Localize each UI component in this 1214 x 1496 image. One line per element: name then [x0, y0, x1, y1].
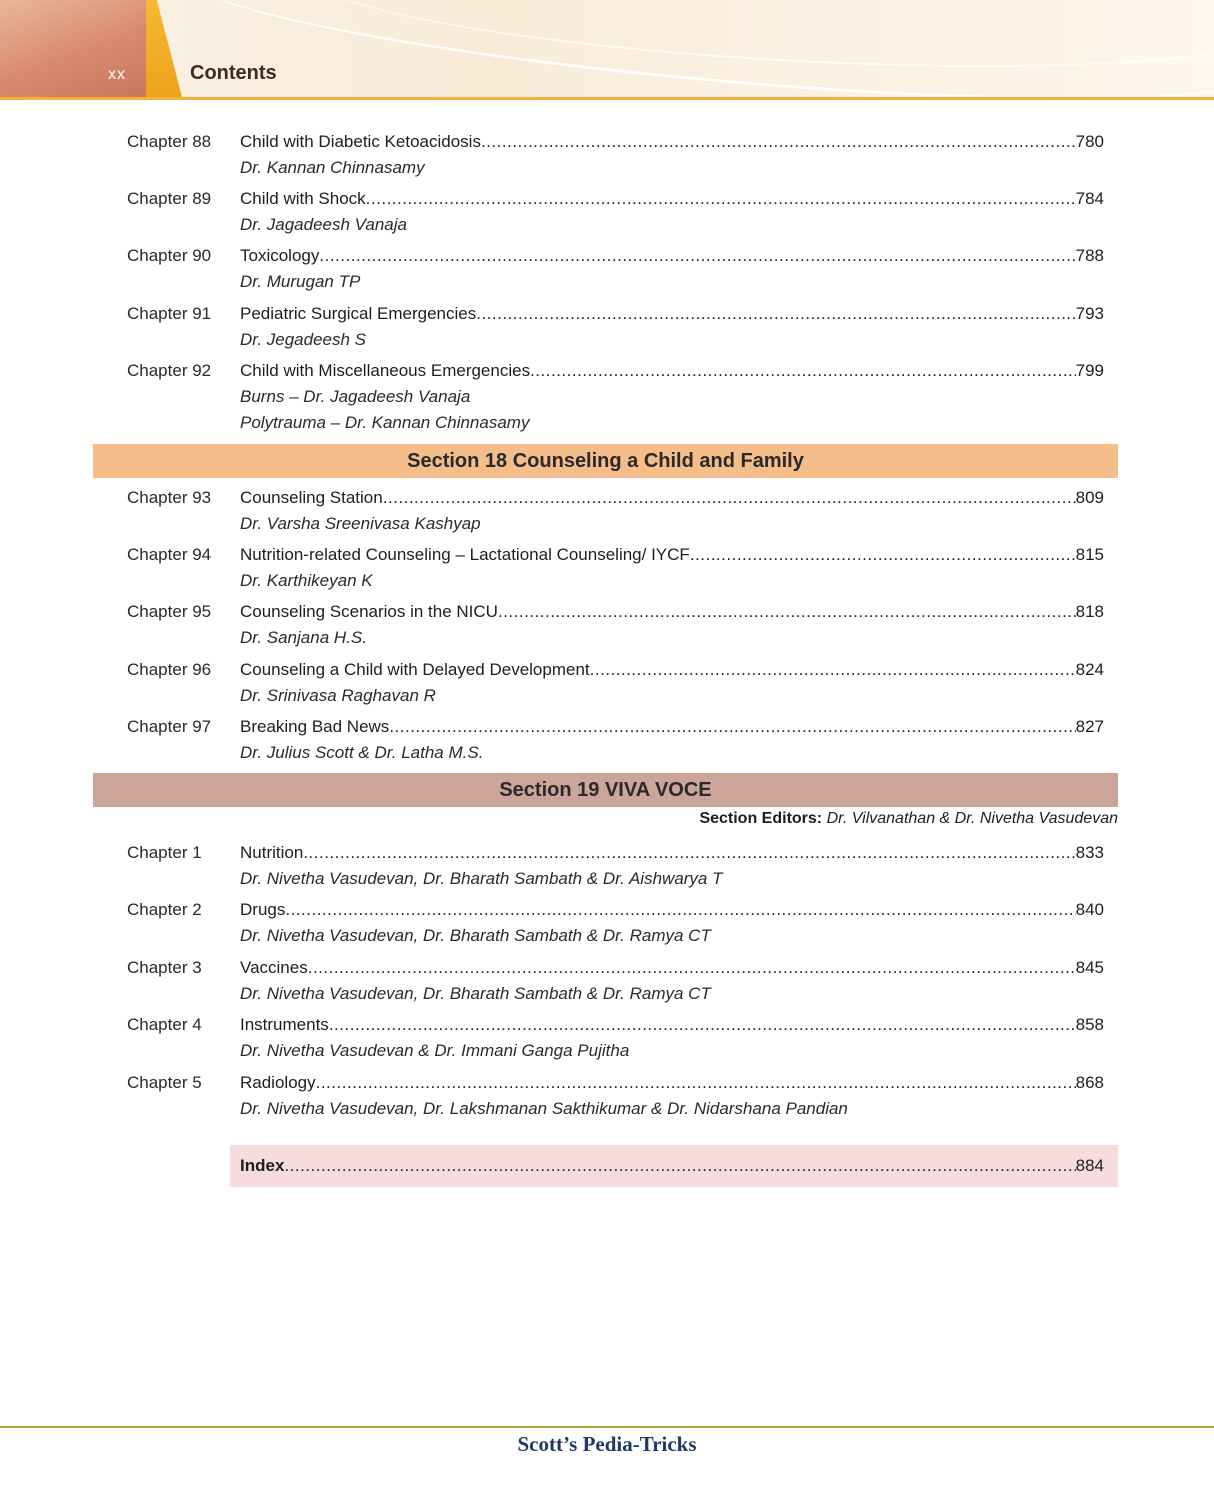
section-18-heading[interactable]: Section 18 Counseling a Child and Family [93, 444, 1118, 478]
page-header [0, 0, 1214, 100]
page-ref[interactable]: 784 [1075, 189, 1104, 208]
chapter-author: Dr. Jagadeesh Vanaja [240, 215, 407, 234]
leader-dots [481, 131, 1076, 153]
chapter-title[interactable]: Child with Miscellaneous Emergencies [240, 361, 531, 380]
page-ref[interactable]: 824 [1075, 660, 1104, 679]
leader-dots [590, 659, 1076, 681]
leader-dots [690, 544, 1076, 566]
page-ref[interactable]: 818 [1075, 602, 1104, 621]
chapter-number: Chapter 88 [127, 132, 212, 151]
chapter-number: Chapter 97 [127, 717, 212, 736]
chapter-title[interactable]: Child with Diabetic Ketoacidosis [240, 132, 481, 151]
leader-dots [308, 957, 1076, 979]
chapter-author: Dr. Varsha Sreenivasa Kashyap [240, 514, 481, 533]
chapter-author: Dr. Sanjana H.S. [240, 628, 367, 647]
chapter-number: Chapter 96 [127, 660, 212, 679]
page-ref[interactable]: 780 [1075, 132, 1104, 151]
chapter-author: Dr. Julius Scott & Dr. Latha M.S. [240, 743, 484, 762]
chapter-title[interactable]: Nutrition-related Counseling – Lactational Counseling/ IYCF [240, 545, 690, 564]
running-title: Contents [190, 62, 277, 84]
chapter-author: Dr. Karthikeyan K [240, 571, 373, 590]
chapter-title[interactable]: Counseling Station [240, 488, 383, 507]
leader-dots [383, 487, 1076, 509]
chapter-title[interactable]: Toxicology [240, 246, 320, 265]
chapter-author: Dr. Nivetha Vasudevan, Dr. Lakshmanan Sakthikumar & Dr. Nidarshana Pandian [240, 1099, 848, 1118]
page-ref[interactable]: 799 [1075, 361, 1104, 380]
page-ref[interactable]: 793 [1075, 304, 1104, 323]
leader-dots [303, 842, 1075, 864]
index-label[interactable]: Index [240, 1156, 285, 1175]
chapter-number: Chapter 92 [127, 361, 212, 380]
chapter-number: Chapter 2 [127, 900, 202, 919]
chapter-title[interactable]: Counseling Scenarios in the NICU [240, 602, 498, 621]
chapter-author: Dr. Jegadeesh S [240, 330, 366, 349]
page-ref[interactable]: 827 [1075, 717, 1104, 736]
page-ref[interactable]: 833 [1075, 843, 1104, 862]
page-ref[interactable]: 809 [1075, 488, 1104, 507]
section-19-heading[interactable]: Section 19 VIVA VOCE [93, 773, 1118, 807]
chapter-number: Chapter 3 [127, 958, 202, 977]
footer-rule [0, 1426, 1214, 1428]
header-rule [0, 97, 1214, 100]
section-editors-names: Dr. Vilvanathan & Dr. Nivetha Vasudevan [826, 810, 1118, 827]
leader-dots [366, 188, 1076, 210]
leader-dots [476, 303, 1075, 325]
book-title: Scott’s Pedia-Tricks [517, 1432, 697, 1456]
chapter-title[interactable]: Nutrition [240, 843, 304, 862]
chapter-number: Chapter 4 [127, 1015, 202, 1034]
page-ref[interactable]: 788 [1075, 246, 1104, 265]
leader-dots [285, 899, 1075, 921]
leader-dots [319, 245, 1075, 267]
page-ref[interactable]: 815 [1075, 545, 1104, 564]
section-editors-label: Section Editors: [699, 810, 823, 827]
chapter-number: Chapter 89 [127, 189, 212, 208]
leader-dots [284, 1155, 1075, 1177]
index-entry[interactable] [230, 1145, 1118, 1187]
page-ref[interactable]: 858 [1075, 1015, 1104, 1034]
section-editors [699, 810, 1118, 828]
leader-dots [498, 601, 1076, 623]
chapter-author: Dr. Nivetha Vasudevan & Dr. Immani Ganga Pujitha [240, 1041, 630, 1060]
leader-dots [329, 1014, 1076, 1036]
chapter-number: Chapter 5 [127, 1073, 202, 1092]
chapter-author: Burns – Dr. Jagadeesh Vanaja [240, 387, 471, 406]
chapter-title[interactable]: Vaccines [240, 958, 308, 977]
page-number: xx [108, 66, 126, 83]
chapter-author: Dr. Srinivasa Raghavan R [240, 686, 436, 705]
page-ref[interactable]: 884 [1075, 1156, 1104, 1175]
chapter-author: Dr. Kannan Chinnasamy [240, 158, 425, 177]
chapter-title[interactable]: Child with Shock [240, 189, 366, 208]
chapter-author: Dr. Murugan TP [240, 272, 361, 291]
chapter-title[interactable]: Radiology [240, 1073, 316, 1092]
page-ref[interactable]: 868 [1075, 1073, 1104, 1092]
chapter-number: Chapter 1 [127, 843, 202, 862]
leader-dots [389, 716, 1075, 738]
chapter-number: Chapter 91 [127, 304, 212, 323]
chapter-title[interactable]: Instruments [240, 1015, 329, 1034]
chapter-title[interactable]: Pediatric Surgical Emergencies [240, 304, 477, 323]
chapter-number: Chapter 93 [127, 488, 212, 507]
chapter-number: Chapter 94 [127, 545, 212, 564]
chapter-author: Dr. Nivetha Vasudevan, Dr. Bharath Sambath & Dr. Ramya CT [240, 926, 711, 945]
chapter-number: Chapter 90 [127, 246, 212, 265]
leader-dots [530, 360, 1076, 382]
chapter-title[interactable]: Counseling a Child with Delayed Development [240, 660, 590, 679]
page-ref[interactable]: 845 [1075, 958, 1104, 977]
chapter-author: Dr. Nivetha Vasudevan, Dr. Bharath Sambath & Dr. Ramya CT [240, 984, 711, 1003]
chapter-author: Dr. Nivetha Vasudevan, Dr. Bharath Sambath & Dr. Aishwarya T [240, 869, 723, 888]
chapter-number: Chapter 95 [127, 602, 212, 621]
chapter-title[interactable]: Drugs [240, 900, 286, 919]
chapter-title[interactable]: Breaking Bad News [240, 717, 390, 736]
leader-dots [316, 1072, 1076, 1094]
header-accent-stripe [146, 0, 182, 97]
page-ref[interactable]: 840 [1075, 900, 1104, 919]
chapter-author: Polytrauma – Dr. Kannan Chinnasamy [240, 413, 530, 432]
